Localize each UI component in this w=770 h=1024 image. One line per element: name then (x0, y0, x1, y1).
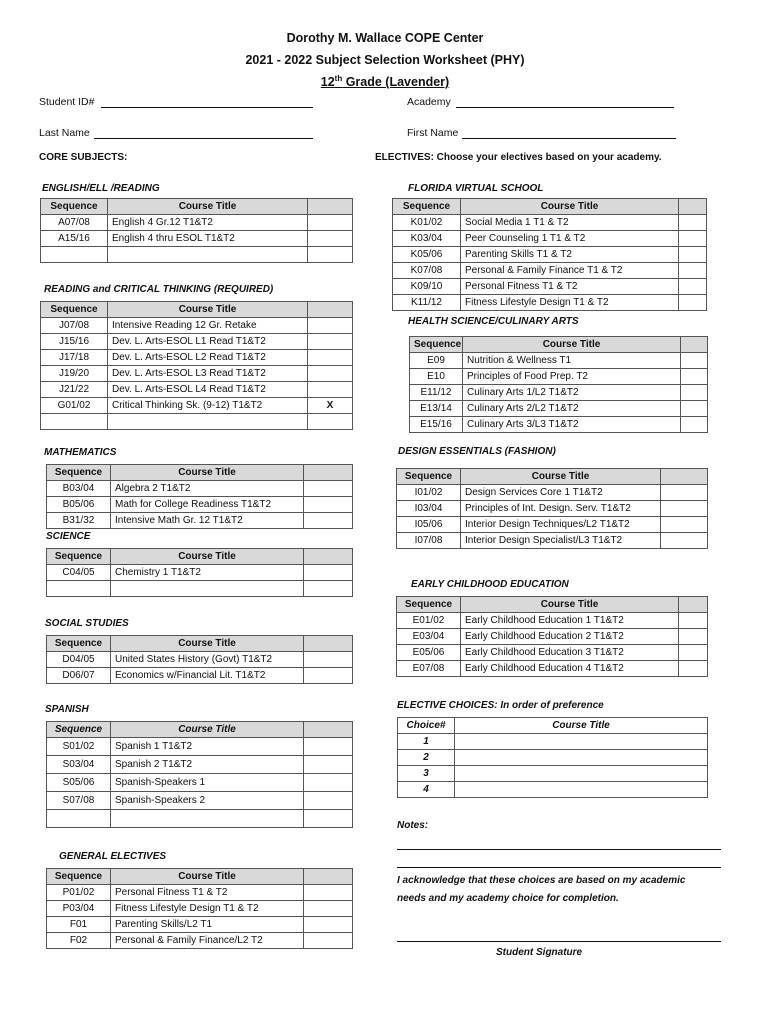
notes-line-1[interactable] (397, 840, 721, 850)
academy-field[interactable] (456, 97, 674, 108)
selection-cell[interactable] (661, 533, 708, 549)
sequence-cell: B31/32 (47, 513, 111, 529)
core-subjects-heading: CORE SUBJECTS: (39, 152, 128, 163)
design-table (396, 468, 708, 549)
english-heading: ENGLISH/ELL /READING (42, 183, 160, 194)
header-row (47, 465, 353, 481)
sequence-cell: S01/02 (47, 738, 111, 756)
sequence-cell (41, 247, 108, 263)
header-row (41, 302, 353, 318)
seq-column-header: Sequence (41, 199, 108, 215)
spanish-heading: SPANISH (45, 704, 89, 715)
selection-cell[interactable] (679, 231, 707, 247)
course-title-cell (108, 247, 308, 263)
choice-number-cell: 1 (398, 734, 455, 750)
sequence-cell: B03/04 (47, 481, 111, 497)
table-row (397, 613, 708, 629)
selection-cell[interactable] (308, 350, 353, 366)
table-row (398, 734, 708, 750)
worksheet-subtitle: 2021 - 2022 Subject Selection Worksheet (PHY) (245, 53, 525, 67)
selection-cell[interactable] (308, 247, 353, 263)
sequence-cell: I05/06 (397, 517, 461, 533)
course-title-cell: Early Childhood Education 1 T1&T2 (461, 613, 679, 629)
table-row (41, 366, 353, 382)
early-childhood-heading: EARLY CHILDHOOD EDUCATION (411, 579, 569, 590)
sequence-cell: K09/10 (393, 279, 461, 295)
sequence-cell: S05/06 (47, 774, 111, 792)
selection-cell[interactable] (304, 565, 353, 581)
selection-cell[interactable] (661, 517, 708, 533)
seq-column-header: Sequence (397, 469, 461, 485)
sequence-cell: A15/16 (41, 231, 108, 247)
table-row (47, 901, 353, 917)
header-row (47, 869, 353, 885)
table-row (393, 279, 707, 295)
elective-choices-heading: ELECTIVE CHOICES: In order of preference (397, 700, 604, 711)
sequence-cell: P03/04 (47, 901, 111, 917)
selection-cell[interactable] (304, 581, 353, 597)
sequence-cell: E11/12 (410, 385, 463, 401)
student-id-label: Student ID# (39, 96, 95, 108)
selection-cell[interactable] (304, 933, 353, 949)
sequence-cell: K11/12 (393, 295, 461, 311)
table-row (47, 792, 353, 810)
notes-label: Notes: (397, 820, 429, 831)
sequence-cell: F02 (47, 933, 111, 949)
table-row (393, 247, 707, 263)
course-title-cell[interactable] (455, 782, 708, 798)
table-row (397, 485, 708, 501)
course-title-cell: Algebra 2 T1&T2 (111, 481, 304, 497)
table-row (410, 385, 708, 401)
selection-cell[interactable] (304, 901, 353, 917)
sequence-cell: I01/02 (397, 485, 461, 501)
table-row (398, 782, 708, 798)
choice-column-header: Choice# (398, 718, 455, 734)
signature-label: Student Signature (496, 947, 583, 958)
course-title-cell: Spanish 1 T1&T2 (111, 738, 304, 756)
table-row (47, 565, 353, 581)
science-table (46, 548, 353, 597)
sequence-cell (47, 581, 111, 597)
course-title-cell: Early Childhood Education 4 T1&T2 (461, 661, 679, 677)
table-row (41, 414, 353, 430)
header-row (397, 597, 708, 613)
sequence-cell: E15/16 (410, 417, 463, 433)
course-title-cell (108, 414, 308, 430)
course-title-cell: Culinary Arts 2/L2 T1&T2 (463, 401, 681, 417)
table-row (397, 517, 708, 533)
table-row (47, 774, 353, 792)
health-table (409, 336, 708, 433)
sequence-cell: I07/08 (397, 533, 461, 549)
seq-column-header: Sequence (393, 199, 461, 215)
mark-column-header (308, 302, 353, 318)
table-row (47, 668, 353, 684)
selection-cell[interactable] (308, 318, 353, 334)
course-title-cell: Dev. L. Arts-ESOL L2 Read T1&T2 (108, 350, 308, 366)
course-title-cell: Social Media 1 T1 & T2 (461, 215, 679, 231)
header-row (410, 337, 708, 353)
selection-cell[interactable] (308, 231, 353, 247)
sequence-cell: J15/16 (41, 334, 108, 350)
acknowledgement-line-2: needs and my academy choice for completion. (397, 893, 619, 904)
sequence-cell: S07/08 (47, 792, 111, 810)
course-title-cell: English 4 Gr.12 T1&T2 (108, 215, 308, 231)
reading-heading: READING and CRITICAL THINKING (REQUIRED) (44, 284, 274, 295)
selection-cell[interactable] (679, 215, 707, 231)
elective-choices-table (397, 717, 708, 798)
table-row (393, 263, 707, 279)
mark-column-header (679, 199, 707, 215)
mark-column-header (679, 597, 708, 613)
health-heading: HEALTH SCIENCE/CULINARY ARTS (408, 316, 579, 327)
course-title-cell: Spanish-Speakers 2 (111, 792, 304, 810)
grade-heading: 12th Grade (Lavender) (320, 74, 450, 90)
table-row (397, 629, 708, 645)
selection-cell[interactable] (304, 497, 353, 513)
seq-column-header: Sequence (47, 636, 111, 652)
sequence-cell: E07/08 (397, 661, 461, 677)
selection-cell[interactable] (661, 501, 708, 517)
choice-number-cell: 4 (398, 782, 455, 798)
selection-cell[interactable] (679, 661, 708, 677)
sequence-cell (41, 414, 108, 430)
selection-cell[interactable] (304, 481, 353, 497)
course-title-cell: Early Childhood Education 2 T1&T2 (461, 629, 679, 645)
selection-cell[interactable] (679, 247, 707, 263)
table-row (47, 885, 353, 901)
mark-column-header (308, 199, 353, 215)
sequence-cell: S03/04 (47, 756, 111, 774)
sequence-cell: E09 (410, 353, 463, 369)
course-title-cell: Fitness Lifestyle Design T1 & T2 (461, 295, 679, 311)
course-title-cell: Spanish 2 T1&T2 (111, 756, 304, 774)
course-title-cell: Parenting Skills T1 & T2 (461, 247, 679, 263)
early-childhood-table (396, 596, 708, 677)
course-title-cell: Early Childhood Education 3 T1&T2 (461, 645, 679, 661)
social-studies-table (46, 635, 353, 684)
choice-number-cell: 2 (398, 750, 455, 766)
course-title-cell[interactable] (455, 750, 708, 766)
sequence-cell (47, 810, 111, 828)
title-column-header: Course Title (111, 636, 304, 652)
table-row (41, 350, 353, 366)
math-table (46, 464, 353, 529)
course-title-cell[interactable] (455, 766, 708, 782)
course-title-cell: English 4 thru ESOL T1&T2 (108, 231, 308, 247)
course-title-cell: Dev. L. Arts-ESOL L1 Read T1&T2 (108, 334, 308, 350)
course-title-cell[interactable] (455, 734, 708, 750)
last-name-label: Last Name (39, 127, 90, 139)
sequence-cell: D06/07 (47, 668, 111, 684)
title-column-header: Course Title (461, 469, 661, 485)
selection-cell[interactable] (304, 513, 353, 529)
sequence-cell: G01/02 (41, 398, 108, 414)
first-name-label: First Name (407, 127, 459, 139)
table-row (397, 645, 708, 661)
course-title-cell: Interior Design Techniques/L2 T1&T2 (461, 517, 661, 533)
title-column-header: Course Title (461, 597, 679, 613)
table-row (47, 917, 353, 933)
selection-cell[interactable] (681, 401, 708, 417)
math-heading: MATHEMATICS (44, 447, 117, 458)
table-row (398, 766, 708, 782)
table-row (410, 417, 708, 433)
seq-column-header: Sequence (410, 337, 463, 353)
table-row (47, 756, 353, 774)
table-row (41, 247, 353, 263)
header-row (393, 199, 707, 215)
mark-column-header (304, 722, 353, 738)
course-title-cell: Personal & Family Finance/L2 T2 (111, 933, 304, 949)
title-column-header: Course Title (461, 199, 679, 215)
course-title-cell: Principles of Int. Design. Serv. T1&T2 (461, 501, 661, 517)
course-title-cell: Personal Fitness T1 & T2 (461, 279, 679, 295)
table-row (410, 369, 708, 385)
course-title-cell (111, 581, 304, 597)
title-column-header: Course Title (108, 199, 308, 215)
table-row (47, 497, 353, 513)
selection-cell[interactable] (681, 369, 708, 385)
selection-cell[interactable] (681, 353, 708, 369)
selection-cell[interactable] (308, 382, 353, 398)
table-row (393, 231, 707, 247)
sequence-cell: K03/04 (393, 231, 461, 247)
table-row (47, 581, 353, 597)
header-row (47, 722, 353, 738)
header-row (398, 718, 708, 734)
general-electives-heading: GENERAL ELECTIVES (59, 851, 167, 862)
mark-column-header (681, 337, 708, 353)
table-row (397, 533, 708, 549)
sequence-cell: J17/18 (41, 350, 108, 366)
course-title-cell: Culinary Arts 3/L3 T1&T2 (463, 417, 681, 433)
selection-cell[interactable] (304, 917, 353, 933)
selection-cell[interactable] (304, 756, 353, 774)
social-studies-heading: SOCIAL STUDIES (45, 618, 129, 629)
english-table (40, 198, 353, 263)
notes-line-2[interactable] (397, 858, 721, 868)
course-title-cell: Critical Thinking Sk. (9-12) T1&T2 (108, 398, 308, 414)
general-electives-table (46, 868, 353, 949)
selection-cell[interactable] (304, 792, 353, 810)
selection-cell[interactable] (308, 366, 353, 382)
signature-line[interactable] (397, 932, 721, 942)
course-title-cell: Culinary Arts 1/L2 T1&T2 (463, 385, 681, 401)
sequence-cell: I03/04 (397, 501, 461, 517)
course-title-cell: United States History (Govt) T1&T2 (111, 652, 304, 668)
acknowledgement-line-1: I acknowledge that these choices are based on my academic (397, 875, 686, 886)
title-column-header: Course Title (111, 465, 304, 481)
title-column-header: Course Title (108, 302, 308, 318)
sequence-cell: C04/05 (47, 565, 111, 581)
course-title-cell: Principles of Food Prep. T2 (463, 369, 681, 385)
course-title-cell: Spanish-Speakers 1 (111, 774, 304, 792)
selection-cell[interactable] (308, 414, 353, 430)
worksheet-title: Dorothy M. Wallace COPE Center (286, 31, 484, 45)
sequence-cell: E01/02 (397, 613, 461, 629)
title-column-header: Course Title (111, 869, 304, 885)
seq-column-header: Sequence (47, 549, 111, 565)
table-row (41, 334, 353, 350)
course-title-cell: Personal & Family Finance T1 & T2 (461, 263, 679, 279)
table-row (47, 933, 353, 949)
course-title-cell: Parenting Skills/L2 T1 (111, 917, 304, 933)
seq-column-header: Sequence (47, 869, 111, 885)
seq-column-header: Sequence (41, 302, 108, 318)
mark-column-header (304, 636, 353, 652)
selection-cell[interactable] (681, 385, 708, 401)
spanish-table (46, 721, 353, 828)
header-row (41, 199, 353, 215)
course-title-cell: Intensive Math Gr. 12 T1&T2 (111, 513, 304, 529)
fvs-table (392, 198, 707, 311)
course-title-cell: Dev. L. Arts-ESOL L4 Read T1&T2 (108, 382, 308, 398)
selection-cell[interactable] (679, 613, 708, 629)
selection-cell[interactable] (679, 295, 707, 311)
table-row (41, 318, 353, 334)
course-title-cell: Personal Fitness T1 & T2 (111, 885, 304, 901)
seq-column-header: Sequence (47, 465, 111, 481)
mark-column-header (304, 869, 353, 885)
selection-cell[interactable] (304, 810, 353, 828)
table-row (398, 750, 708, 766)
sequence-cell: K05/06 (393, 247, 461, 263)
table-row (47, 481, 353, 497)
selection-cell[interactable] (308, 334, 353, 350)
student-id-field[interactable] (101, 97, 313, 108)
header-row (47, 549, 353, 565)
fvs-heading: FLORIDA VIRTUAL SCHOOL (408, 183, 544, 194)
course-title-cell (111, 810, 304, 828)
selection-cell[interactable] (308, 215, 353, 231)
table-row (41, 398, 353, 414)
sequence-cell: J07/08 (41, 318, 108, 334)
selection-cell[interactable] (304, 738, 353, 756)
table-row (410, 401, 708, 417)
sequence-cell: K07/08 (393, 263, 461, 279)
sequence-cell: E03/04 (397, 629, 461, 645)
reading-table (40, 301, 353, 430)
sequence-cell: E10 (410, 369, 463, 385)
sequence-cell: J21/22 (41, 382, 108, 398)
sequence-cell: A07/08 (41, 215, 108, 231)
course-title-cell: Nutrition & Wellness T1 (463, 353, 681, 369)
choice-number-cell: 3 (398, 766, 455, 782)
selection-cell[interactable]: X (308, 398, 353, 414)
selection-cell[interactable] (679, 629, 708, 645)
selection-cell[interactable] (304, 652, 353, 668)
title-column-header: Course Title (455, 718, 708, 734)
header-row (397, 469, 708, 485)
sequence-cell: K01/02 (393, 215, 461, 231)
table-row (47, 810, 353, 828)
course-title-cell: Dev. L. Arts-ESOL L3 Read T1&T2 (108, 366, 308, 382)
seq-column-header: Sequence (397, 597, 461, 613)
sequence-cell: F01 (47, 917, 111, 933)
table-row (47, 738, 353, 756)
table-row (393, 215, 707, 231)
table-row (41, 215, 353, 231)
sequence-cell: P01/02 (47, 885, 111, 901)
course-title-cell: Fitness Lifestyle Design T1 & T2 (111, 901, 304, 917)
table-row (47, 513, 353, 529)
selection-cell[interactable] (679, 645, 708, 661)
sequence-cell: E13/14 (410, 401, 463, 417)
course-title-cell: Intensive Reading 12 Gr. Retake (108, 318, 308, 334)
header-row (47, 636, 353, 652)
electives-heading: ELECTIVES: Choose your electives based on your academy. (375, 152, 662, 163)
mark-column-header (304, 549, 353, 565)
course-title-cell: Peer Counseling 1 T1 & T2 (461, 231, 679, 247)
selection-cell[interactable] (304, 668, 353, 684)
mark-column-header (304, 465, 353, 481)
title-column-header: Course Title (111, 549, 304, 565)
table-row (393, 295, 707, 311)
selection-cell[interactable] (679, 263, 707, 279)
table-row (410, 353, 708, 369)
science-heading: SCIENCE (46, 531, 91, 542)
selection-cell[interactable] (304, 774, 353, 792)
table-row (41, 231, 353, 247)
title-column-header: Course Title (111, 722, 304, 738)
course-title-cell: Interior Design Specialist/L3 T1&T2 (461, 533, 661, 549)
table-row (47, 652, 353, 668)
course-title-cell: Chemistry 1 T1&T2 (111, 565, 304, 581)
first-name-field[interactable] (462, 128, 676, 139)
selection-cell[interactable] (681, 417, 708, 433)
last-name-field[interactable] (94, 128, 313, 139)
course-title-cell: Design Services Core 1 T1&T2 (461, 485, 661, 501)
sequence-cell: E05/06 (397, 645, 461, 661)
course-title-cell: Economics w/Financial Lit. T1&T2 (111, 668, 304, 684)
mark-column-header (661, 469, 708, 485)
table-row (397, 661, 708, 677)
course-title-cell: Math for College Readiness T1&T2 (111, 497, 304, 513)
sequence-cell: B05/06 (47, 497, 111, 513)
table-row (397, 501, 708, 517)
selection-cell[interactable] (304, 885, 353, 901)
seq-column-header: Sequence (47, 722, 111, 738)
sequence-cell: D04/05 (47, 652, 111, 668)
selection-cell[interactable] (661, 485, 708, 501)
selection-cell[interactable] (679, 279, 707, 295)
academy-label: Academy (407, 96, 451, 108)
table-row (41, 382, 353, 398)
sequence-cell: J19/20 (41, 366, 108, 382)
title-column-header: Course Title (463, 337, 681, 353)
design-heading: DESIGN ESSENTIALS (FASHION) (398, 446, 556, 457)
